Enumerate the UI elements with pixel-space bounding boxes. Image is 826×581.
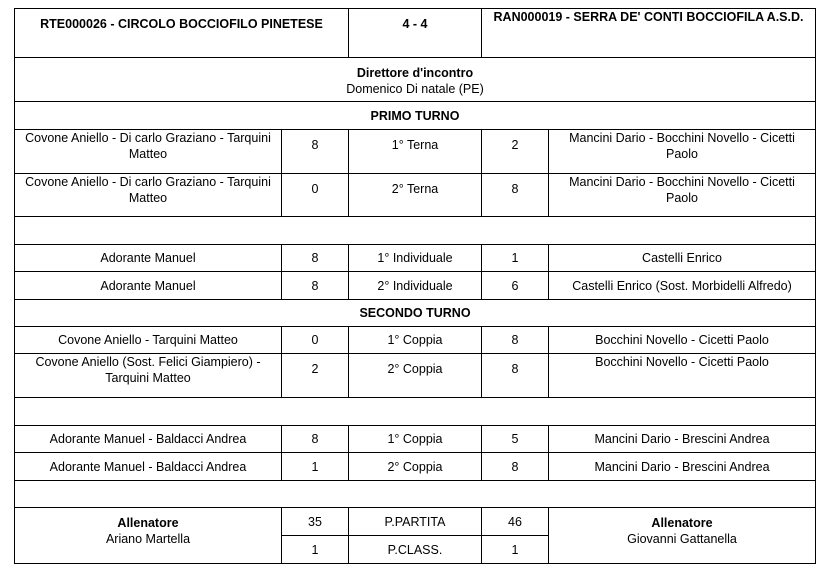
away-coach [548, 507, 816, 564]
spacer-row [14, 397, 816, 426]
match-score [348, 8, 482, 58]
classifica-label: P.CLASS. [348, 535, 482, 564]
away-score: 1 [481, 244, 549, 272]
away-players: Castelli Enrico (Sost. Morbidelli Alfredo) [548, 271, 816, 300]
match-director [14, 57, 816, 102]
director-label: Direttore d'incontro [356, 66, 474, 80]
home-score: 8 [281, 244, 349, 272]
section-title: SECONDO TURNO [359, 306, 471, 320]
home-score: 8 [281, 271, 349, 300]
home-team-header [14, 8, 349, 58]
home-score: 0 [281, 173, 349, 217]
home-score: 8 [281, 129, 349, 174]
home-players: Covone Aniello - Di carlo Graziano - Tarquini Matteo [14, 173, 282, 217]
home-partita-points: 35 [281, 507, 349, 536]
away-players: Mancini Dario - Brescini Andrea [548, 425, 816, 453]
away-players: Bocchini Novello - Cicetti Paolo [548, 353, 816, 398]
game-type: 2° Terna [348, 173, 482, 217]
home-score: 2 [281, 353, 349, 398]
home-coach-name: Ariano Martella [105, 532, 191, 546]
away-partita-points: 46 [481, 507, 549, 536]
home-players: Adorante Manuel [14, 271, 282, 300]
away-players: Castelli Enrico [548, 244, 816, 272]
away-team-name: RAN000019 - SERRA DE' CONTI BOCCIOFILA A.S.D. [493, 10, 804, 24]
away-score: 5 [481, 425, 549, 453]
away-players: Mancini Dario - Bocchini Novello - Cicetti Paolo [548, 129, 816, 174]
game-type: 1° Coppia [348, 326, 482, 354]
game-type: 2° Individuale [348, 271, 482, 300]
home-coach-label: Allenatore [117, 516, 179, 530]
away-class-points: 1 [481, 535, 549, 564]
section-secondo-turno [14, 299, 816, 327]
home-score: 0 [281, 326, 349, 354]
away-team-header [481, 8, 816, 58]
home-players: Covone Aniello - Tarquini Matteo [14, 326, 282, 354]
director-name: Domenico Di natale (PE) [346, 82, 484, 96]
away-players: Bocchini Novello - Cicetti Paolo [548, 326, 816, 354]
spacer-row [14, 216, 816, 245]
game-type: 2° Coppia [348, 452, 482, 481]
section-title: PRIMO TURNO [370, 109, 460, 123]
home-players: Adorante Manuel - Baldacci Andrea [14, 425, 282, 453]
game-type: 2° Coppia [348, 353, 482, 398]
home-class-points: 1 [281, 535, 349, 564]
home-players: Covone Aniello - Di carlo Graziano - Tarquini Matteo [14, 129, 282, 174]
home-players: Adorante Manuel [14, 244, 282, 272]
away-score: 8 [481, 326, 549, 354]
home-score: 8 [281, 425, 349, 453]
game-type: 1° Individuale [348, 244, 482, 272]
section-primo-turno [14, 101, 816, 130]
match-score-value: 4 - 4 [402, 17, 428, 31]
home-players: Covone Aniello (Sost. Felici Giampiero) - Tarquini Matteo [14, 353, 282, 398]
away-score: 8 [481, 452, 549, 481]
away-coach-label: Allenatore [651, 516, 713, 530]
away-score: 2 [481, 129, 549, 174]
home-team-name: RTE000026 - CIRCOLO BOCCIOFILO PINETESE [40, 17, 323, 31]
away-players: Mancini Dario - Brescini Andrea [548, 452, 816, 481]
game-type: 1° Coppia [348, 425, 482, 453]
away-score: 8 [481, 353, 549, 398]
home-score: 1 [281, 452, 349, 481]
home-players: Adorante Manuel - Baldacci Andrea [14, 452, 282, 481]
away-score: 6 [481, 271, 549, 300]
spacer-row [14, 480, 816, 508]
away-score: 8 [481, 173, 549, 217]
away-coach-name: Giovanni Gattanella [627, 532, 737, 546]
away-players: Mancini Dario - Bocchini Novello - Cicetti Paolo [548, 173, 816, 217]
partita-label: P.PARTITA [348, 507, 482, 536]
home-coach [14, 507, 282, 564]
game-type: 1° Terna [348, 129, 482, 174]
